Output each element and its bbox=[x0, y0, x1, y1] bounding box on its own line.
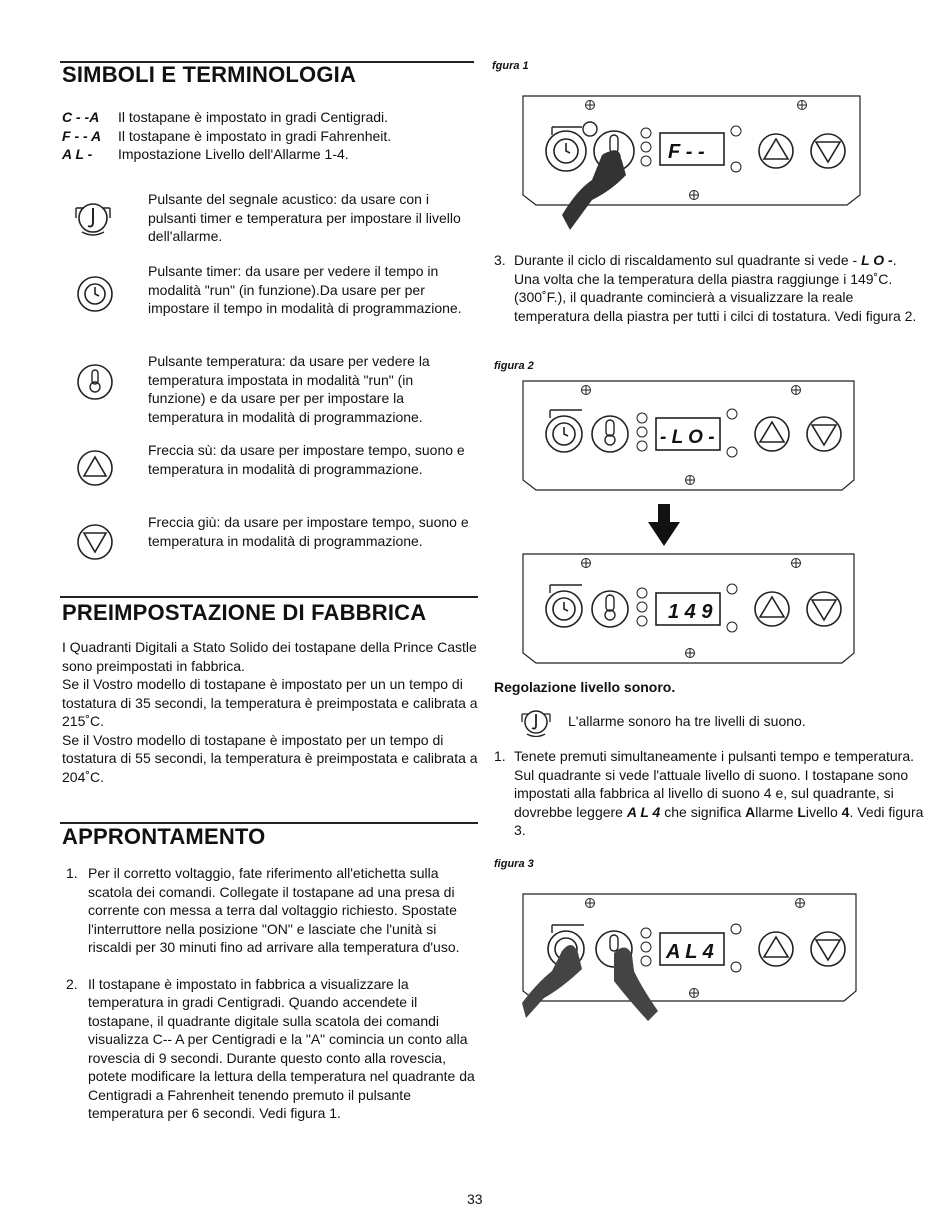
screw-icon bbox=[792, 386, 801, 395]
paragraph: Se il Vostro modello di tostapane è impostato per un un tempo di tostatura di 35 secondi, la temperatura è preimpostata e calibrata a 215˚C. bbox=[62, 676, 478, 729]
screw-icon bbox=[798, 101, 807, 110]
screw-icon bbox=[686, 649, 695, 658]
term-text: Il tostapane è impostato in gradi Centigradi. bbox=[118, 109, 389, 125]
timer-button-icon bbox=[546, 591, 582, 627]
divider bbox=[60, 61, 474, 63]
hand-icon bbox=[614, 947, 658, 1021]
arrow-up-button-icon bbox=[755, 417, 789, 451]
timer-button-desc: Pulsante timer: da usare per vedere il tempo in modalità "run" (in funzione).Da usare per per impostare il tempo in modalità di programmazione. bbox=[148, 263, 462, 316]
arrow-down-button-icon bbox=[807, 417, 841, 451]
list-text: Per il corretto voltaggio, fate riferimento all'etichetta sulla scatola dei comandi. Collegate il tostapane ad una presa di corrente con messa a terra dal voltaggio richiesto. Spostate l'interruttore nella posizione "ON" e lasciate che l'unità si riscaldi per 30 minuti fino ad arrivare alla temperatura d'uso. bbox=[88, 865, 460, 955]
divider bbox=[60, 596, 478, 598]
list-number: 1. bbox=[66, 865, 78, 881]
list-number: 1. bbox=[494, 748, 506, 764]
term-row bbox=[62, 108, 482, 127]
display-code: A L 4 bbox=[626, 803, 661, 820]
term-text: Impostazione Livello dell'Allarme 1-4. bbox=[118, 146, 349, 162]
control-panel-figure-1 bbox=[522, 95, 862, 235]
list-text: ivello bbox=[805, 803, 838, 820]
display-readout: 1 4 9 bbox=[668, 601, 713, 623]
timer-button-icon bbox=[73, 272, 117, 316]
indicator-icon bbox=[727, 584, 737, 632]
temperature-button-icon bbox=[73, 360, 117, 404]
bell-button-desc: Pulsante del segnale acustico: da usare con i pulsanti timer e temperatura per impostare il livello dell'allarme. bbox=[148, 191, 461, 244]
arrow-down-button-icon bbox=[811, 932, 845, 966]
sound-heading: Regolazione livello sonoro. bbox=[494, 679, 676, 695]
term-code: F - - A bbox=[62, 127, 102, 144]
screw-icon bbox=[586, 899, 595, 908]
list-text: llarme bbox=[755, 803, 794, 820]
display-code: L O - bbox=[861, 252, 893, 268]
bell-button-icon bbox=[552, 122, 597, 136]
page-number: 33 bbox=[467, 1191, 483, 1207]
hand-icon bbox=[522, 945, 582, 1018]
paragraph: Se il Vostro modello di tostapane è impostato per un tempo di tostatura di 55 secondi, la temperatura è preimpostata e calibrata a 204˚C. bbox=[62, 731, 478, 785]
screw-icon bbox=[586, 101, 595, 110]
control-panel-figure-2a bbox=[522, 380, 862, 492]
list-number: 3. bbox=[494, 252, 506, 268]
approntamento-list bbox=[66, 864, 478, 1123]
preimpostazione-body bbox=[62, 638, 482, 786]
arrow-down-button-icon bbox=[811, 134, 845, 168]
heading-preimpostazione: PREIMPOSTAZIONE DI FABBRICA bbox=[62, 600, 427, 625]
term-row bbox=[62, 145, 482, 164]
screw-icon bbox=[582, 559, 591, 568]
list-item bbox=[66, 864, 478, 957]
indicator-icon bbox=[731, 924, 741, 972]
term-text: Il tostapane è impostato in gradi Fahrenheit. bbox=[118, 127, 392, 144]
temperature-button-desc: Pulsante temperatura: da usare per vedere la temperatura impostata in modalità "run" (in funzione) e da usare per per impostare la temperatura in modalità di programmazione. bbox=[148, 353, 430, 425]
paragraph: I Quadranti Digitali a Stato Solido dei tostapane della Prince Castle sono preimpostati in fabbrica. bbox=[62, 639, 477, 674]
hand-icon bbox=[562, 151, 626, 230]
arrow-down-button-icon bbox=[807, 592, 841, 626]
term-code: A L - bbox=[62, 146, 93, 162]
display-readout: A L 4 bbox=[666, 941, 714, 963]
arrow-up-button-icon bbox=[73, 446, 117, 490]
display-readout: - L O - bbox=[660, 427, 715, 448]
term-code: C - -A bbox=[62, 109, 100, 125]
indicator-icon bbox=[731, 126, 741, 172]
heading-simboli: SIMBOLI E TERMINOLOGIA bbox=[62, 62, 357, 87]
arrow-down-button-desc: Freccia giù: da usare per impostare tempo, suono e temperatura in modalità di programmazione. bbox=[148, 514, 469, 549]
screw-icon bbox=[686, 476, 695, 485]
list-text: Il tostapane è impostato in fabbrica a visualizzare la temperatura in gradi Centigradi. Quando accendete il tostapane, il quadrante digitale sulla scatola dei comandi visualizza C-- A per Centigradi e la "A" comincia un conto alla rovescia di 9 secondi. Durante questo conto alla rovescia, potete modificare la lettura della temperatura nel quadrante da Centigradi a Fahrenheit tenendo premuto il pulsante temperatura per 6 secondi. Vedi figura 1. bbox=[88, 975, 475, 1121]
list-text: . Vedi figura 3. bbox=[514, 803, 924, 838]
list-number: 2. bbox=[66, 975, 78, 992]
list-text: Tenete premuti simultaneamente i pulsanti tempo e temperatura. Sul quadrante si vede l'attuale livello di suono. I tostapane sono impostati alla fabbrica al livello di suono 4 e, sul quadrante, si dovrebbe leggere bbox=[514, 748, 914, 820]
figure-2-caption: figura 2 bbox=[494, 360, 534, 372]
screw-icon bbox=[582, 386, 591, 395]
temperature-button-icon bbox=[592, 591, 628, 627]
bell-button-icon bbox=[68, 196, 118, 240]
arrow-up-button-icon bbox=[755, 592, 789, 626]
indicator-icon bbox=[637, 588, 647, 626]
arrow-down-button-icon bbox=[73, 520, 117, 564]
sound-alarm-text: L'allarme sonoro ha tre livelli di suono. bbox=[568, 713, 806, 729]
heading-approntamento: APPRONTAMENTO bbox=[62, 824, 266, 849]
bold-letter: A bbox=[745, 803, 756, 820]
list-text: . Una volta che la temperatura della piastra raggiunge i 149˚C. (300˚F.), il quadrante comincierà a visualizzare la reale temperatura della piastra per tutti i cilci di tostatura. Vedi figura 2. bbox=[514, 252, 917, 324]
screw-icon bbox=[796, 899, 805, 908]
arrow-up-button-icon bbox=[759, 134, 793, 168]
screw-icon bbox=[792, 559, 801, 568]
indicator-icon bbox=[641, 128, 651, 166]
arrow-down-icon bbox=[648, 504, 680, 546]
indicator-icon bbox=[637, 413, 647, 451]
indicator-icon bbox=[641, 928, 651, 966]
display-readout: F - - bbox=[668, 141, 705, 163]
bell-button-icon bbox=[516, 704, 556, 740]
indicator-icon bbox=[727, 409, 737, 457]
figure-3-caption: figura 3 bbox=[494, 858, 534, 870]
control-panel-figure-2b bbox=[522, 553, 862, 665]
temperature-button-icon bbox=[592, 416, 628, 452]
arrow-up-button-icon bbox=[759, 932, 793, 966]
screw-icon bbox=[690, 989, 699, 998]
bold-letter: L bbox=[797, 803, 806, 820]
list-item bbox=[66, 975, 478, 1123]
list-text: che significa bbox=[664, 803, 742, 820]
term-row bbox=[62, 127, 482, 146]
divider bbox=[60, 822, 478, 824]
timer-button-icon bbox=[546, 416, 582, 452]
list-text: Durante il ciclo di riscaldamento sul quadrante si vede - bbox=[514, 252, 858, 268]
arrow-up-button-desc: Freccia sù: da usare per impostare tempo, suono e temperatura in modalità di programmazione. bbox=[148, 442, 465, 477]
list-item bbox=[494, 747, 928, 840]
figure-1-caption: fgura 1 bbox=[492, 60, 529, 72]
list-item bbox=[494, 251, 926, 325]
screw-icon bbox=[690, 191, 699, 200]
timer-button-icon bbox=[546, 131, 586, 171]
bold-letter: 4 bbox=[841, 803, 850, 820]
control-panel-figure-3 bbox=[522, 893, 862, 1023]
terms-list bbox=[62, 108, 482, 164]
